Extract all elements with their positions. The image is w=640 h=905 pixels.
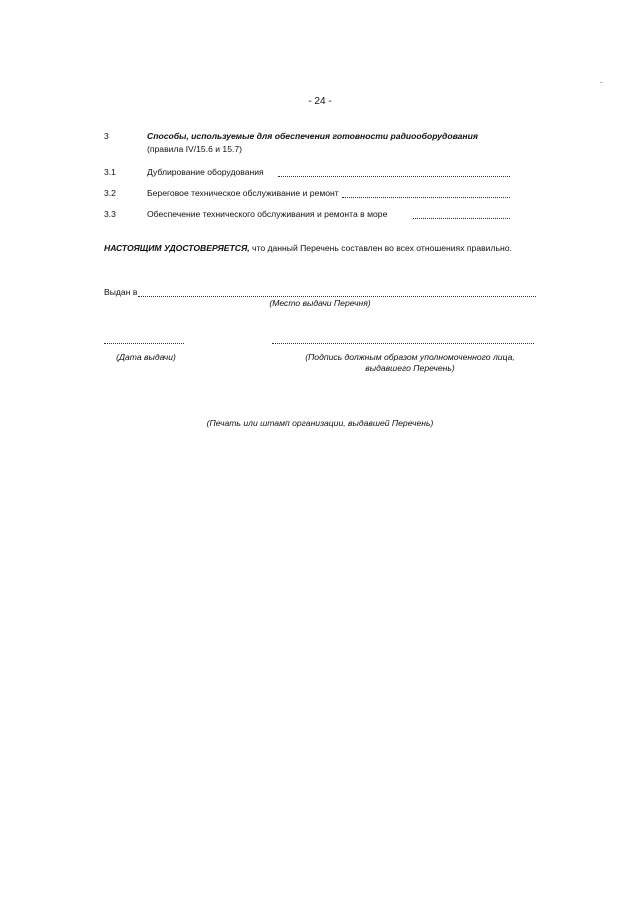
signature-line	[272, 343, 534, 344]
certification-paragraph	[104, 243, 536, 254]
list-item	[104, 188, 510, 200]
item-text: Дублирование оборудования	[147, 167, 264, 177]
item-number: 3.3	[104, 209, 116, 219]
item-number: 3.1	[104, 167, 116, 177]
section-subtitle: (правила IV/15.6 и 15.7)	[147, 144, 243, 154]
scan-mark	[600, 82, 603, 83]
item-text: Обеспечение технического обслуживания и ремонта в море	[147, 209, 388, 219]
signature-caption-line2: выдавшего Перечень)	[365, 363, 455, 373]
fill-dots	[413, 218, 510, 219]
certification-lead: НАСТОЯЩИМ УДОСТОВЕРЯЕТСЯ,	[104, 243, 250, 253]
fill-dots	[278, 176, 510, 177]
stamp-caption: (Печать или штамп организации, выдавшей Перечень)	[206, 418, 434, 428]
place-caption: (Место выдачи Перечня)	[269, 298, 371, 308]
certification-text: что данный Перечень составлен во всех отношениях правильно.	[249, 243, 512, 253]
signature-caption-line1: (Подпись должным образом уполномоченного лица,	[305, 352, 515, 362]
section-number: 3	[104, 131, 109, 141]
fill-dots	[342, 197, 510, 198]
issued-place-line	[138, 296, 536, 297]
list-item	[104, 209, 510, 221]
item-text: Береговое техническое обслуживание и ремонт	[147, 188, 339, 198]
item-number: 3.2	[104, 188, 116, 198]
page-number: - 24 -	[308, 96, 332, 107]
date-line	[104, 343, 184, 344]
issued-label: Выдан в	[104, 287, 138, 297]
date-caption: (Дата выдачи)	[116, 352, 176, 362]
section-title: Способы, используемые для обеспечения готовности радиооборудования	[147, 131, 478, 141]
list-item	[104, 167, 510, 179]
signature-caption	[280, 352, 540, 374]
